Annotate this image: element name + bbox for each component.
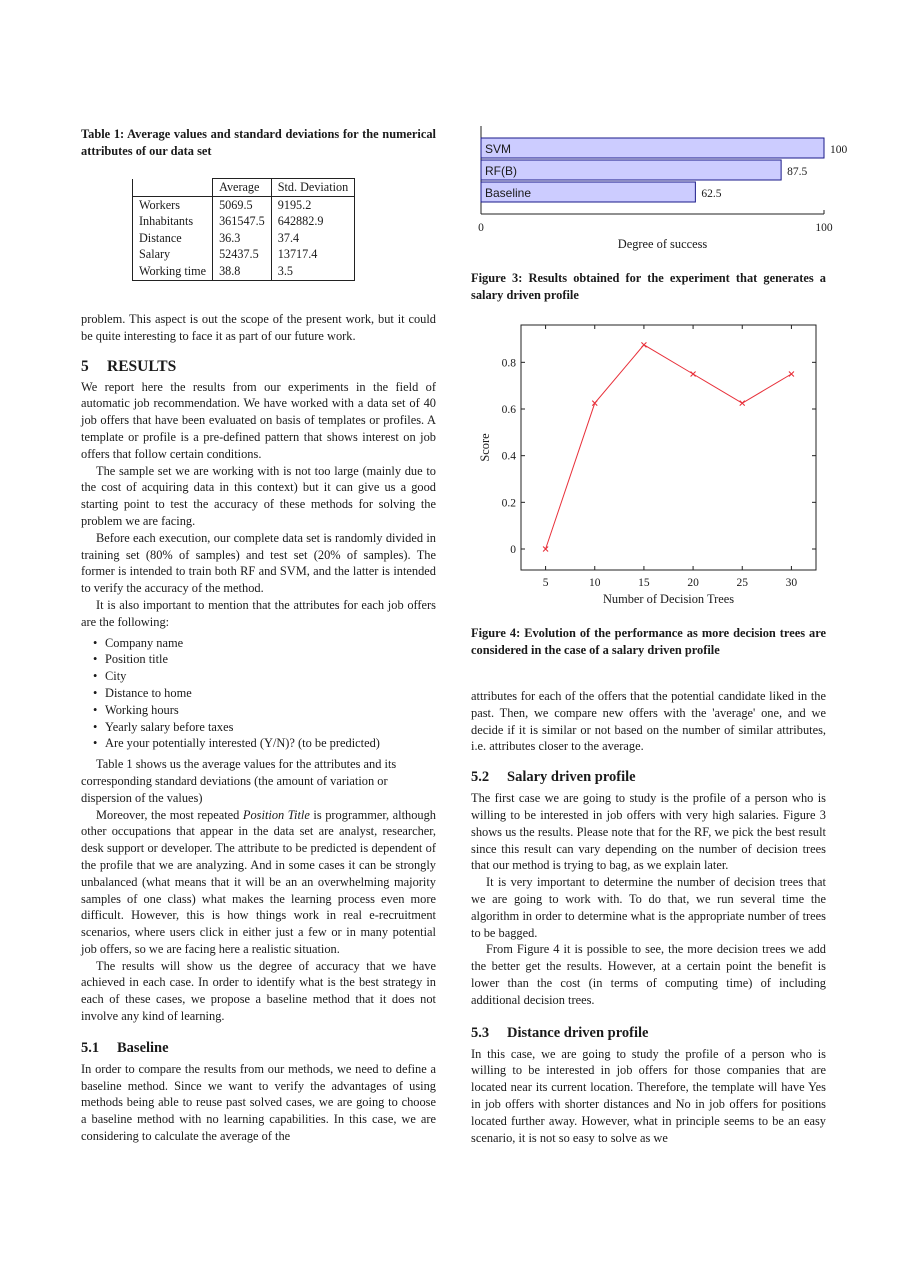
- table-cell: Distance: [133, 230, 213, 247]
- plot-frame: [521, 325, 816, 570]
- table-header-cell: Average: [213, 179, 272, 197]
- subsection-heading: [471, 768, 826, 787]
- data-label: 62.5: [701, 188, 722, 200]
- section-heading: [81, 357, 436, 377]
- x-tick-label: 5: [542, 577, 549, 589]
- table-cell: 361547.5: [213, 213, 272, 230]
- paragraph: From Figure 4 it is possible to see, the more decision trees we add the better get the results. However, at a certain point the benefit is lower than the cost (in terms of computing time) of including additional decision trees.: [471, 942, 826, 1007]
- x-tick-label: 15: [638, 577, 650, 589]
- section-title: RESULTS: [107, 357, 177, 375]
- table-cell: Workers: [133, 196, 213, 213]
- section-number: 5.2: [471, 769, 490, 786]
- paragraph: The first case we are going to study is the profile of a person who is willing to be interested in job offers with very high salaries. Figure 3 shows us the results. Please note that for the RF, we pick the best result since this result can vary depending on the number of decision trees that our method is trying to bag, as we explain later.: [471, 791, 826, 873]
- right-text-flow: [471, 688, 826, 1146]
- paragraph: [81, 807, 436, 958]
- table-cell: 9195.2: [271, 196, 354, 213]
- table-cell: 52437.5: [213, 246, 272, 263]
- table-header-row: [133, 179, 355, 197]
- table-cell: 36.3: [213, 230, 272, 247]
- table-cell: 13717.4: [271, 246, 354, 263]
- section-title: Distance driven profile: [507, 1024, 649, 1041]
- section-title: Salary driven profile: [507, 769, 636, 786]
- emphasis: Position Title: [242, 807, 310, 822]
- paragraph: In order to compare the results from our methods, we need to define a baseline method. Since we want to verify the advantages of using methods being able to reuse past solved cases, we are going to choose a baseline method with no learning capabilities. In this case, we are considering to calculate the average of the: [81, 1061, 436, 1144]
- paragraph: Before each execution, our complete data set is randomly divided in training set (80% of samples) and test set (20% of samples). The former is intended to train both RF and SVM, and the latter is intended to verify the accuracy of the method.: [81, 530, 436, 596]
- x-tick-label: 0: [478, 222, 484, 234]
- y-tick-label: 0.8: [501, 357, 516, 370]
- figure4-caption: Figure 4: Evolution of the performance as more decision trees are considered in the case of a salary driven profile: [471, 626, 826, 657]
- data-label: 87.5: [787, 166, 808, 178]
- paragraph: The sample set we are working with is not too large (mainly due to the cost of acquiring data in this context) but it can give us a good starting point to test the accuracy of these methods for solving the problem we are facing.: [81, 463, 436, 528]
- table-cell: Working time: [133, 263, 213, 280]
- bar-category-label: RF(B): [485, 164, 517, 178]
- bar: [481, 160, 781, 180]
- section-title: Baseline: [117, 1039, 169, 1056]
- x-tick-label: 20: [687, 577, 699, 589]
- data-point-marker: [740, 401, 745, 406]
- data-point-marker: [641, 342, 646, 347]
- x-tick-label: 25: [736, 577, 748, 589]
- list-item: • Distance to home: [81, 685, 436, 702]
- list-item: • Working hours: [81, 702, 436, 719]
- subsection-heading: [81, 1039, 436, 1058]
- y-tick-label: 0: [510, 544, 516, 556]
- table-row: [133, 263, 355, 280]
- data-label: 100: [830, 144, 848, 156]
- table-row: [133, 196, 355, 213]
- list-item: • Yearly salary before taxes: [81, 719, 436, 736]
- section-number: 5: [81, 357, 89, 375]
- data-point-marker: [789, 372, 794, 377]
- table-cell: 642882.9: [271, 213, 354, 230]
- x-axis-label: Degree of success: [617, 237, 708, 251]
- table1: [132, 178, 355, 281]
- paragraph: It is also important to mention that the attributes for each job offers are the following:: [81, 597, 436, 629]
- attribute-list: [81, 635, 436, 753]
- y-axis-label: Score: [478, 433, 492, 462]
- table-header-cell: [133, 179, 213, 197]
- table-cell: 37.4: [271, 230, 354, 247]
- section-number: 5.3: [471, 1024, 490, 1041]
- data-point-marker: [592, 401, 597, 406]
- table-cell: 38.8: [213, 263, 272, 280]
- table-row: [133, 230, 355, 247]
- x-tick-label: 10: [589, 577, 601, 589]
- subsection-heading: [471, 1024, 826, 1043]
- paragraph: problem. This aspect is out the scope of the present work, but it could be quite interesting to face it as part of our future work.: [81, 312, 436, 343]
- list-item: • City: [81, 668, 436, 685]
- x-axis-label: Number of Decision Trees: [602, 592, 735, 606]
- data-point-marker: [543, 547, 548, 552]
- table-cell: 3.5: [271, 263, 354, 280]
- paragraph: attributes for each of the offers that the potential candidate liked in the past. Then, we compare new offers with the 'average' one, and we decide if it is similar or not based on the number of similar attributes, i.e. attributes closer to the average.: [471, 689, 826, 754]
- paragraph: It is very important to determine the number of decision trees that we are going to work with. To do that, we run several time the algorithm in order to determine what is the appropriate number of trees to be bagged.: [471, 875, 826, 940]
- y-tick-label: 0.4: [501, 450, 516, 463]
- table-cell: 5069.5: [213, 196, 272, 213]
- x-tick-label: 100: [815, 222, 833, 234]
- paragraph: We report here the results from our experiments in the field of automatic job recommendation. We have worked with a data set of 40 job offers that have been evaluated on basis of templates or profiles. A template or profile is a pre-defined pattern that shows interest on job offers that follow certain conditions.: [81, 379, 436, 461]
- bar-category-label: Baseline: [485, 186, 532, 200]
- table-header-cell: Std. Deviation: [271, 179, 354, 197]
- figure4-line-chart: [471, 315, 831, 615]
- paragraph: In this case, we are going to study the profile of a person who is willing to be interested in job offers for those companies that are located near its current location. Therefore, the template will have Yes in job offers with shorter distances and No in job offers for positions located further away. However, what in principle seems to be an easy scenario, it is not so easy to solve as we: [471, 1046, 826, 1145]
- list-item: • Company name: [81, 635, 436, 652]
- table1-caption: Table 1: Average values and standard deviations for the numerical attributes of our data set: [81, 127, 436, 158]
- section-number: 5.1: [81, 1039, 100, 1056]
- data-point-marker: [691, 372, 696, 377]
- bar-category-label: SVM: [485, 142, 512, 156]
- x-tick-label: 30: [785, 577, 798, 589]
- text-run: Moreover, the most repeated: [96, 807, 243, 822]
- list-item: • Position title: [81, 651, 436, 668]
- paragraph: The results will show us the degree of accuracy that we have achieved in each case. In order to identify what is the best strategy in each of these cases, we propose a baseline method that it does not involve any kind of learning.: [81, 958, 436, 1024]
- figure3-caption: Figure 3: Results obtained for the experiment that generates a salary driven profile: [471, 271, 826, 302]
- text-run: is programmer, although other occupations that appear in the data set are analyst, researcher, desk support or developer. The attribute to be predicted is dependent of the profile that we are analyzing. And in some cases it can be strongly unbalanced (what means that it will be an an overwhelming majority samples of one class) what makes the learning process even more difficult. However, this is how things work in real e-recruitment scenarios, where users click in either just a few or in many potential job offers, so we are facing here a realistic situation.: [81, 807, 436, 956]
- y-tick-label: 0.2: [501, 497, 516, 510]
- bar: [481, 138, 824, 158]
- y-tick-label: 0.6: [501, 404, 516, 416]
- list-item: • Are your potentially interested (Y/N)? (to be predicted): [81, 735, 436, 752]
- paragraph: Table 1 shows us the average values for the attributes and its corresponding standard deviations (the amount of variation or dispersion of the values): [81, 757, 397, 805]
- figure3-bar-chart: [471, 118, 851, 253]
- table-row: [133, 213, 355, 230]
- table-cell: Salary: [133, 246, 213, 263]
- left-text-flow: [81, 311, 436, 1145]
- series-line: [546, 345, 792, 549]
- table-cell: Inhabitants: [133, 213, 213, 230]
- table-row: [133, 246, 355, 263]
